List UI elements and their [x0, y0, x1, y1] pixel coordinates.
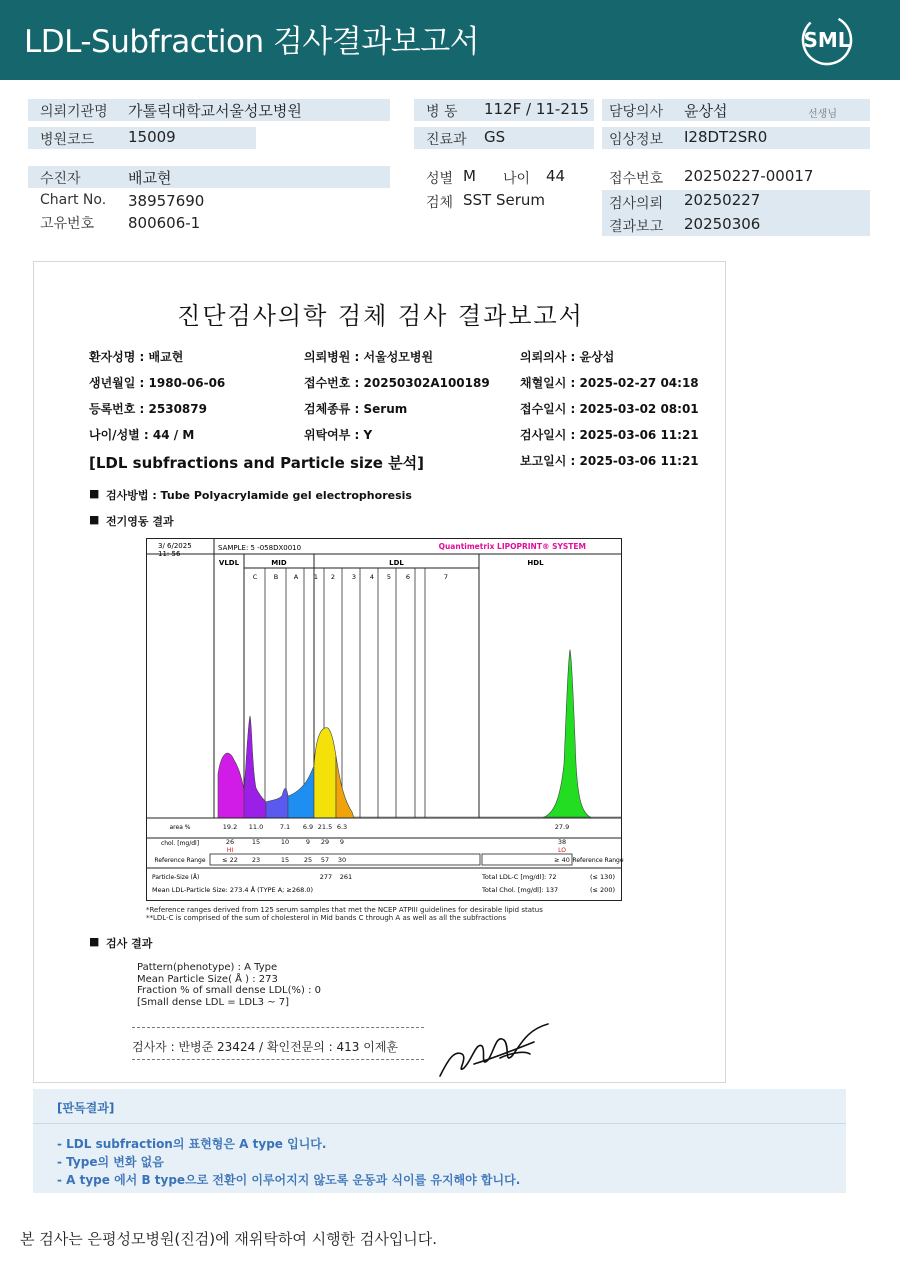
interpretation-item: - A type 에서 B type으로 전환이 이루어지지 않도록 운동과 식이를 유지해야 합니다. [57, 1173, 521, 1187]
clinical-info-label: 임상정보 [609, 132, 664, 148]
chart-particle-size: 277 [319, 873, 333, 881]
interpretation-panel [33, 1089, 846, 1193]
chart-row-label: Reference Range [154, 857, 206, 864]
chart-hi-flag: HI [226, 847, 234, 854]
chart-chol-value: 38 [557, 838, 567, 846]
chart-total-chol-ref: (≤ 200) [590, 886, 615, 894]
chart-area-value: 11.0 [248, 823, 264, 831]
chart-chol-value: 9 [305, 838, 311, 846]
chart-chol-value: 29 [320, 838, 330, 846]
chart-area-value: 19.2 [222, 823, 238, 831]
request-date-value: 20250227 [684, 191, 761, 209]
electro-heading: 전기영동 결과 [106, 515, 174, 528]
report-title: 진단검사의학 검체 검사 결과보고서 [177, 302, 584, 330]
chart-group-label: VLDL [218, 559, 240, 567]
bullet-icon: ■ [89, 513, 100, 526]
ward-label: 병 동 [426, 104, 458, 120]
report-field: 검체종류 : Serum [304, 402, 408, 416]
scanned-report [33, 261, 726, 1083]
chart-group-label: HDL [527, 559, 544, 567]
report-field: 의뢰의사 : 윤상섭 [520, 350, 615, 364]
request-date-label: 검사의뢰 [609, 196, 664, 212]
chart-particle-size-label: Particle-Size (Å) [152, 874, 200, 881]
hospital-code-label: 병원코드 [40, 132, 95, 148]
chart-band-label: 7 [443, 573, 449, 581]
chart-area-value: 27.9 [554, 823, 570, 831]
report-field: 생년월일 : 1980-06-06 [89, 376, 226, 390]
report-field: 접수일시 : 2025-03-02 08:01 [520, 402, 699, 416]
chart-band-label: 5 [386, 573, 392, 581]
chart-datetime-time: 11: 56 [158, 550, 181, 558]
interpretation-heading: [판독결과] [57, 1101, 115, 1115]
divider [132, 1027, 424, 1028]
chart-ref-value: 57 [320, 856, 330, 864]
report-field: 채혈일시 : 2025-02-27 04:18 [520, 376, 699, 390]
chart-lo-flag: LO [558, 847, 566, 854]
row-bg [28, 166, 390, 188]
age-value: 44 [546, 167, 566, 185]
chart-sample: SAMPLE: 5 -058DX0010 [218, 544, 302, 552]
handwritten-signature [434, 1020, 554, 1082]
doctor-suffix: 선생님 [808, 109, 837, 120]
footer-note: 본 검사는 은평성모병원(진검)에 재위탁하여 시행한 검사입니다. [20, 1230, 438, 1248]
department-label: 진료과 [426, 132, 467, 148]
clinical-info-value: I28DT2SR0 [684, 128, 768, 146]
chart-ref-value: ≤ 22 [222, 856, 238, 864]
chart-row-label: area % [169, 824, 191, 831]
patient-value: 배교현 [128, 169, 172, 187]
chart-peak [314, 728, 336, 818]
report-field: 검사일시 : 2025-03-06 11:21 [520, 428, 699, 442]
institution-label: 의뢰기관명 [40, 104, 108, 120]
electrophoresis-chart [146, 538, 626, 904]
chart-chol-value: 15 [251, 838, 261, 846]
chart-particle-size: 261 [339, 873, 353, 881]
chart-band-label: A [293, 573, 299, 581]
footnote: **LDL-C is comprised of the sum of cholesterol in Mid bands C through A as well as all the subfractions [146, 914, 507, 922]
chart-chol-value: 10 [280, 838, 290, 846]
report-field: 등록번호 : 2530879 [89, 402, 207, 416]
age-label: 나이 [503, 171, 531, 187]
result-line: Pattern(phenotype) : A Type [137, 962, 278, 973]
patient-label: 수진자 [40, 171, 81, 187]
department-value: GS [484, 128, 506, 146]
institution-value: 가톨릭대학교서울성모병원 [128, 102, 302, 120]
report-field: 접수번호 : 20250302A100189 [304, 376, 490, 390]
chart-total-ldl-ref: (≤ 130) [590, 873, 615, 881]
report-date-value: 20250306 [684, 215, 761, 233]
chart-band-label: 2 [330, 573, 336, 581]
chart-chol-value: 9 [339, 838, 345, 846]
method-text: 검사방법 : Tube Polyacrylamide gel electrophoresis [106, 489, 412, 502]
receipt-no-value: 20250227-00017 [684, 167, 814, 185]
chart-area-value: 6.9 [302, 823, 314, 831]
chart-ref-value: 23 [251, 856, 261, 864]
doctor-label: 담당의사 [609, 104, 664, 120]
chart-band-label: B [273, 573, 279, 581]
chart-datetime: 3/ 6/2025 [158, 542, 192, 550]
chart-band-label: C [252, 573, 258, 581]
chart-band-label: 6 [405, 573, 411, 581]
result-line: [Small dense LDL = LDL3 ~ 7] [137, 997, 290, 1008]
chart-row-label: chol. [mg/dl] [160, 840, 200, 847]
section-title: [LDL subfractions and Particle size 분석] [89, 454, 425, 472]
sex-label: 성별 [426, 171, 454, 187]
sml-logo: SML [798, 12, 856, 68]
specimen-value: SST Serum [463, 191, 546, 209]
chart-band-label: 3 [351, 573, 357, 581]
bullet-icon: ■ [89, 487, 100, 500]
doctor-value: 윤상섭 [684, 102, 728, 120]
page-title: LDL-Subfraction 검사결과보고서 [24, 24, 480, 60]
chart-total-chol: Total Chol. [mg/dl]: 137 [482, 886, 559, 894]
report-field: 의뢰병원 : 서울성모병원 [304, 350, 434, 364]
specimen-label: 검체 [426, 195, 454, 211]
header-bar [0, 0, 900, 80]
chart-ref-value: 30 [337, 856, 347, 864]
chart-ref-value: 25 [303, 856, 313, 864]
chart-area-value: 21.5 [317, 823, 333, 831]
chart-area-value: 7.1 [279, 823, 291, 831]
interpretation-item: - Type의 변화 없음 [57, 1155, 164, 1169]
chart-group-label: MID [271, 559, 287, 567]
divider [33, 1123, 846, 1124]
ward-value: 112F / 11-215 [484, 100, 589, 118]
chart-no-value: 38957690 [128, 192, 205, 210]
report-field: 보고일시 : 2025-03-06 11:21 [520, 454, 699, 468]
report-date-label: 결과보고 [609, 219, 664, 235]
receipt-no-label: 접수번호 [609, 171, 664, 187]
chart-area-value: 6.3 [336, 823, 348, 831]
interpretation-item: - LDL subfraction의 표현형은 A type 입니다. [57, 1137, 327, 1151]
result-line: Mean Particle Size( Å ) : 273 [137, 974, 278, 985]
sex-value: M [463, 167, 476, 185]
chart-group-label: LDL [389, 559, 404, 567]
chart-band-label: 4 [369, 573, 375, 581]
unique-no-label: 고유번호 [40, 216, 95, 232]
unique-no-value: 800606-1 [128, 214, 201, 232]
chart-ref-range-label: Reference Range [572, 857, 624, 864]
result-heading: 검사 결과 [106, 937, 153, 950]
chart-total-ldl: Total LDL-C [mg/dl]: 72 [482, 873, 557, 881]
report-field: 환자성명 : 배교현 [89, 350, 184, 364]
bullet-icon: ■ [89, 935, 100, 948]
hospital-code-value: 15009 [128, 128, 176, 146]
report-field: 나이/성별 : 44 / M [89, 428, 195, 442]
footnote: *Reference ranges derived from 125 serum samples that met the NCEP ATPIII guidelines for desirable lipid status [146, 906, 543, 914]
chart-no-label: Chart No. [40, 192, 107, 208]
chart-brand: Quantimetrix LIPOPRINT® SYSTEM [438, 542, 586, 551]
signature-text: 검사자 : 반병준 23424 / 확인전문의 : 413 이제훈 [132, 1040, 399, 1054]
divider [132, 1059, 424, 1060]
chart-mean-size: Mean LDL-Particle Size: 273.4 Å (TYPE A; ≥268.0) [152, 886, 313, 894]
result-line: Fraction % of small dense LDL(%) : 0 [137, 985, 322, 996]
chart-ref-value: ≥ 40 [554, 856, 570, 864]
report-field: 위탁여부 : Y [304, 428, 373, 442]
chart-ref-value: 15 [280, 856, 290, 864]
chart-band-label: 1 [313, 573, 319, 581]
chart-chol-value: 26 [225, 838, 235, 846]
